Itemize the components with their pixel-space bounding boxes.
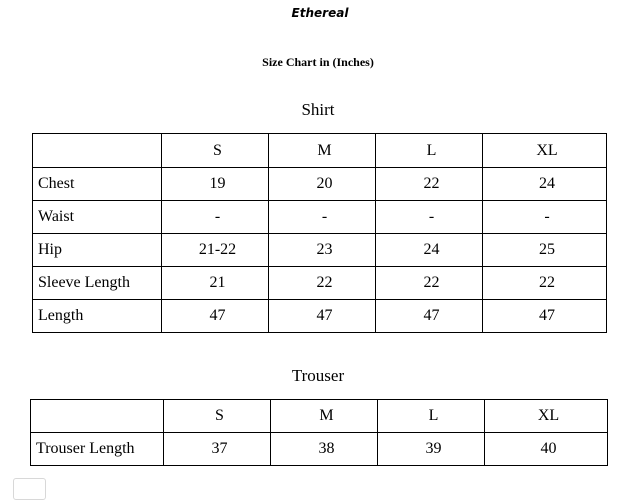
table-header-cell: M xyxy=(269,134,376,168)
table-row xyxy=(33,168,607,201)
table-cell: 21 xyxy=(162,267,269,300)
table-cell: 22 xyxy=(269,267,376,300)
row-label: Trouser Length xyxy=(31,433,164,466)
table-row xyxy=(33,201,607,234)
table-cell: 22 xyxy=(376,267,483,300)
table-header-cell xyxy=(33,134,162,168)
table-header-row xyxy=(31,400,608,433)
brand-name: Ethereal xyxy=(291,6,349,20)
table-cell: - xyxy=(483,201,607,234)
table-cell: 47 xyxy=(162,300,269,333)
table-row xyxy=(33,234,607,267)
table-cell: 23 xyxy=(269,234,376,267)
table-cell: 19 xyxy=(162,168,269,201)
table-row xyxy=(33,267,607,300)
table-header-cell: XL xyxy=(483,134,607,168)
table-cell: 38 xyxy=(271,433,378,466)
table-cell: 22 xyxy=(483,267,607,300)
table-header-cell: M xyxy=(271,400,378,433)
corner-control[interactable] xyxy=(13,478,46,500)
shirt-size-table xyxy=(32,133,607,333)
row-label: Sleeve Length xyxy=(33,267,162,300)
table-cell: 40 xyxy=(485,433,608,466)
table-cell: - xyxy=(376,201,483,234)
table-cell: - xyxy=(162,201,269,234)
table-cell: - xyxy=(269,201,376,234)
table-cell: 47 xyxy=(483,300,607,333)
trouser-size-table xyxy=(30,399,608,466)
table-cell: 24 xyxy=(376,234,483,267)
table-cell: 25 xyxy=(483,234,607,267)
table-row xyxy=(31,433,608,466)
table-header-cell: L xyxy=(376,134,483,168)
table-header-cell: XL xyxy=(485,400,608,433)
table-cell: 37 xyxy=(164,433,271,466)
table-header-row xyxy=(33,134,607,168)
table-header-cell: L xyxy=(378,400,485,433)
table-cell: 22 xyxy=(376,168,483,201)
table-cell: 24 xyxy=(483,168,607,201)
table-cell: 47 xyxy=(376,300,483,333)
table-cell: 47 xyxy=(269,300,376,333)
trouser-section-title: Trouser xyxy=(291,366,345,385)
row-label: Chest xyxy=(33,168,162,201)
table-header-cell xyxy=(31,400,164,433)
table-cell: 39 xyxy=(378,433,485,466)
document-title: Size Chart in (Inches) xyxy=(262,55,374,69)
table-cell: 20 xyxy=(269,168,376,201)
table-cell: 21-22 xyxy=(162,234,269,267)
table-row xyxy=(33,300,607,333)
table-header-cell: S xyxy=(162,134,269,168)
shirt-section-title: Shirt xyxy=(301,100,335,119)
table-header-cell: S xyxy=(164,400,271,433)
row-label: Waist xyxy=(33,201,162,234)
row-label: Length xyxy=(33,300,162,333)
row-label: Hip xyxy=(33,234,162,267)
